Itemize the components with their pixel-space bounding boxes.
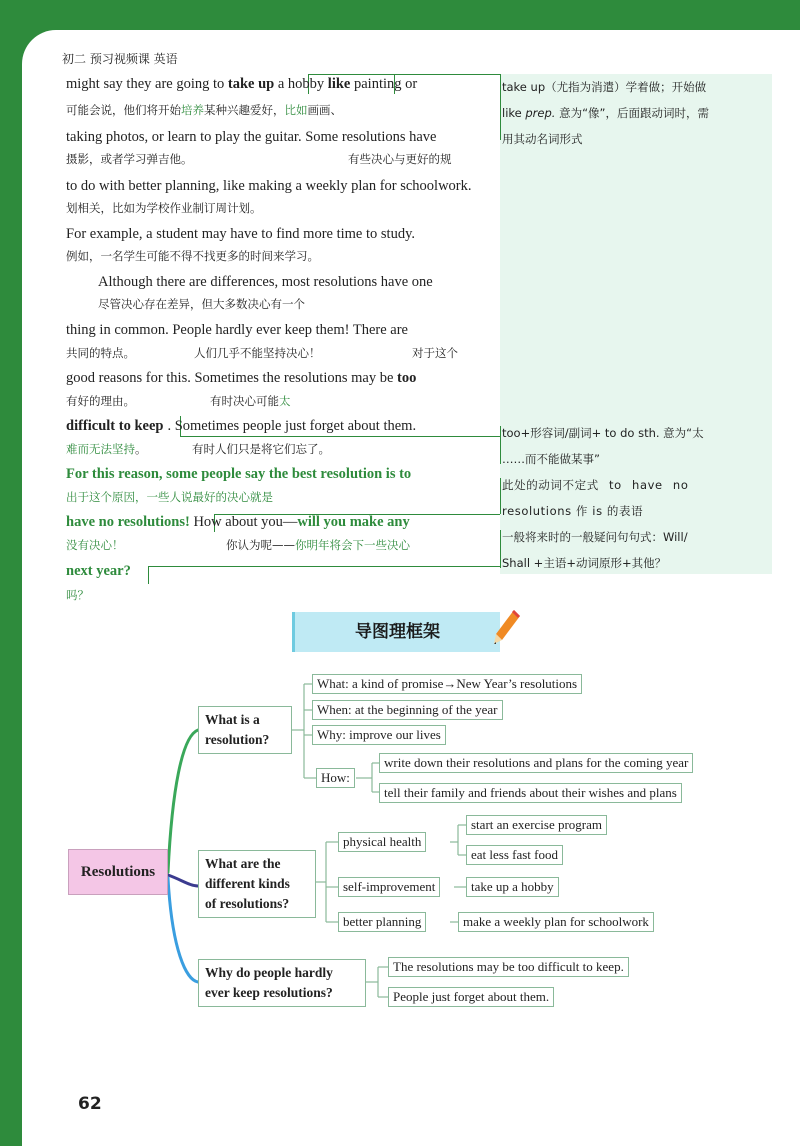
translation-line-6c: 对于这个: [412, 346, 458, 360]
translation-line-2b: 有些决心与更好的规: [348, 152, 452, 166]
translation-line-8b: 有时人们只是将它们忘了。: [192, 442, 330, 456]
note-2-line-1: too+形容词/副词+ to do sth. 意为“太: [502, 426, 704, 440]
translation-line-4: 例如，一名学生可能不得不找更多的时间来学习。: [66, 249, 319, 263]
question-kinds-of-resolutions: [198, 850, 316, 918]
translation-highlight: 你明年将会下一些决心: [295, 538, 410, 552]
phrase-difficult-to-keep: difficult to keep: [66, 418, 164, 434]
note-1-prep: prep.: [525, 106, 556, 120]
question-line: resolution?: [205, 732, 270, 747]
branch-kinds: [168, 875, 198, 886]
phrase-will-you-make: will you make any: [297, 514, 410, 530]
node-too-difficult: The resolutions may be too difficult to keep.: [388, 957, 629, 977]
translation-highlight: 比如: [284, 103, 308, 117]
note-4-line-1: 一般将来时的一般疑问句句式：Will/: [502, 530, 688, 544]
question-why-hardly-keep: [198, 959, 366, 1007]
question-line: of resolutions?: [205, 896, 290, 911]
note-4-line-2: Shall +主语+动词原形+其他？: [502, 556, 667, 570]
translation-line-2a: 摄影，或者学习弹吉他。: [66, 152, 193, 166]
translation-line-5: 尽管决心存在差异，但大多数决心有一个: [98, 297, 305, 311]
node-when: When: at the beginning of the year: [312, 700, 503, 720]
passage-text: good reasons for this. Sometimes the resolutions may be: [66, 370, 398, 386]
passage-line-11: next year?: [66, 563, 131, 579]
note-1-line-1: take up（尤指为消遣）学着做；开始做: [502, 80, 707, 94]
node-how-tell: tell their family and friends about their wishes and plans: [379, 783, 682, 803]
question-line: ever keep resolutions?: [205, 985, 333, 1000]
note-2-line-2: ……而不能做某事”: [502, 452, 600, 466]
note-3-line-2: resolutions 作 is 的表语: [502, 504, 644, 518]
translation-text: 可能会说，他们将开始: [66, 103, 181, 117]
passage-text: How about you—: [193, 514, 298, 530]
passage-line-2: taking photos, or learn to play the guitar. Some resolutions have: [66, 129, 437, 145]
node-weekly-plan: make a weekly plan for schoolwork: [458, 912, 654, 932]
translation-text: 某种兴趣爱好，: [204, 103, 285, 117]
node-how: How:: [316, 768, 355, 788]
node-take-up-hobby: take up a hobby: [466, 877, 559, 897]
translation-line-10a: 没有决心！: [66, 538, 124, 552]
node-physical-health: physical health: [338, 832, 426, 852]
phrase-take-up: take up: [227, 76, 275, 92]
passage-text: a hobby: [277, 76, 328, 92]
passage-line-6: thing in common. People hardly ever keep them! There are: [66, 322, 408, 338]
node-why: Why: improve our lives: [312, 725, 446, 745]
translation-highlight: 难而无法坚持: [66, 442, 135, 456]
branch-what-is: [168, 730, 198, 872]
passage-line-9: For this reason, some people say the best resolution is to: [66, 466, 412, 482]
phrase-have-no-resolutions: have no resolutions!: [66, 514, 190, 530]
mindmap-title: 导图理框架: [292, 612, 500, 652]
page-header: 初二 预习视频课 英语: [62, 52, 178, 66]
mindmap-root: Resolutions: [68, 849, 168, 895]
question-line: Why do people hardly: [205, 965, 333, 980]
passage-text: might say they are going to: [66, 76, 228, 92]
translation-highlight: 培养: [181, 103, 204, 117]
passage-line-5: Although there are differences, most resolutions have one: [98, 274, 433, 290]
node-less-fast-food: eat less fast food: [466, 845, 563, 865]
translation-line-6a: 共同的特点。: [66, 346, 135, 360]
mindmap-connectors: [22, 30, 800, 1146]
note-1-line-3: 用其动名词形式: [502, 132, 583, 146]
translation-line-7a: 有好的理由。: [66, 394, 135, 408]
translation-line-9: 出于这个原因，一些人说最好的决心就是: [66, 490, 273, 504]
question-line: different kinds: [205, 876, 290, 891]
question-line: What are the: [205, 856, 281, 871]
word-too: too: [397, 370, 417, 386]
translation-line-3: 划相关，比如为学校作业制订周计划。: [66, 201, 262, 215]
translation-text: 。: [135, 442, 147, 456]
node-better-planning: better planning: [338, 912, 426, 932]
translation-text: 你认为呢——: [226, 538, 295, 552]
node-exercise-program: start an exercise program: [466, 815, 607, 835]
note-1-meaning: 意为“像”，后面跟动词时，需: [555, 106, 710, 120]
passage-text: . Sometimes people just forget about them.: [167, 418, 417, 434]
translation-line-11: 吗？: [66, 588, 89, 602]
note-1-like: like: [502, 106, 526, 120]
note-3-line-1: 此处的动词不定式 to have no: [502, 478, 689, 492]
branch-why-hardly: [168, 878, 198, 982]
translation-highlight: 太: [279, 394, 291, 408]
node-self-improvement: self-improvement: [338, 877, 440, 897]
passage-line-3: to do with better planning, like making a weekly plan for schoolwork.: [66, 178, 472, 194]
question-line: What is a: [205, 712, 260, 727]
node-forget: People just forget about them.: [388, 987, 554, 1007]
question-what-is-resolution: [198, 706, 292, 754]
node-how-write: write down their resolutions and plans for the coming year: [379, 753, 693, 773]
translation-text: 有时决心可能: [210, 394, 279, 408]
page-number: 62: [78, 1094, 102, 1114]
passage-line-4: For example, a student may have to find more time to study.: [66, 226, 415, 242]
word-like: like: [327, 76, 351, 92]
node-what: What: a kind of promise→New Year’s resolutions: [312, 674, 582, 694]
translation-text: 画画、: [307, 103, 342, 117]
page: [22, 30, 800, 1146]
translation-line-6b: 人们几乎不能坚持决心！: [194, 346, 321, 360]
passage-text: painting or: [353, 76, 418, 92]
